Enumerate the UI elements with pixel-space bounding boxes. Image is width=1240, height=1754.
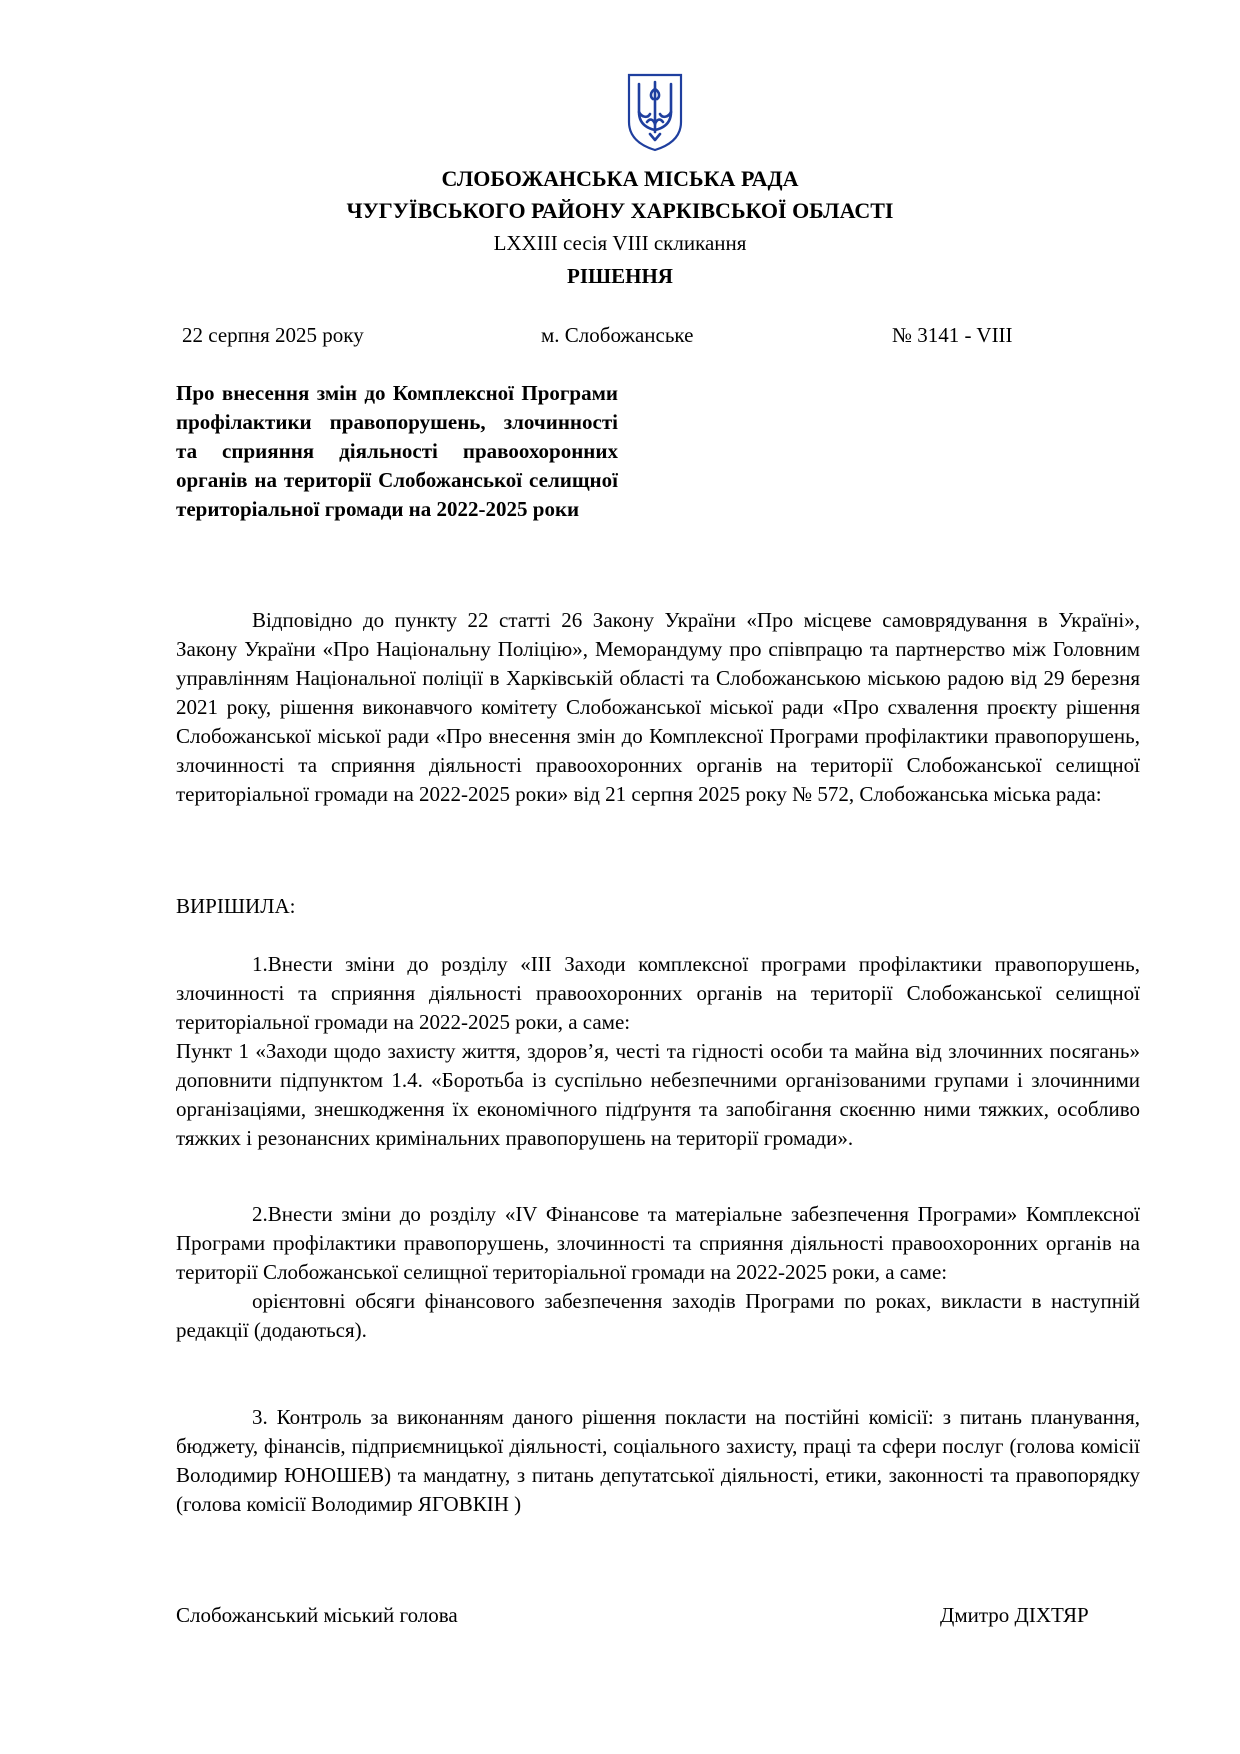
signatory-name: Дмитро ДІХТЯР (940, 1603, 1089, 1627)
council-name: СЛОБОЖАНСЬКА МІСЬКА РАДА (441, 166, 799, 191)
session-line: LXXIII сесія VIII скликання (493, 231, 747, 255)
item-1-intro: 1.Внести зміни до розділу «ІІІ Заходи комплексної програми профілактики правопорушень, злочинності та сприяння діяльності правоохоронних органів на території Слобожанської селищної територіальної громади на 2022-2025 роки, а саме: (176, 952, 1140, 1034)
legal-basis-paragraph: Відповідно до пункту 22 статті 26 Закону України «Про місцеве самоврядування в Україні», Закону України «Про Національну Поліцію», Меморандуму про співпрацю та партнерство між Головним управлінням Національної поліції в Харківській області та Слобожанською міською радою від 29 березня 2021 року, рішення виконавчого комітету Слобожанської міської ради «Про схвалення проєкту рішення Слобожанської міської ради «Про внесення змін до Комплексної Програми профілактики правопорушень, злочинності та сприяння діяльності правоохоронних органів на території Слобожанської селищної територіальної громади на 2022-2025 роки» від 21 серпня 2025 року № 572, Слобожанська міська рада: (176, 608, 1140, 806)
item-2-intro: 2.Внести зміни до розділу «ІV Фінансове та матеріальне забезпечення Програми» Комплексної Програми профілактики правопорушень, злочинності та сприяння діяльності правоохоронних органів на території Слобожанської селищної територіальної громади на 2022-2025 роки, а саме: (176, 1202, 1140, 1284)
item-2 (176, 1200, 1140, 1345)
document-type-title: РІШЕННЯ (567, 264, 673, 288)
decision-subject: Про внесення змін до Комплексної Програми профілактики правопорушень, злочинності та сприяння діяльності правоохоронних органів на території Слобожанської селищної територіальної громади на 2022-2025 роки (176, 381, 618, 521)
item-1 (176, 950, 1140, 1153)
item-3: 3. Контроль за виконанням даного рішення покласти на постійні комісії: з питань планування, бюджету, фінансів, підприємницької діяльності, соціального захисту, праці та сфери послуг (голова комісії Володимир ЮНОШЕВ) та мандатну, з питань депутатської діяльності, етики, законності та правопорядку (голова комісії Володимир ЯГОВКІН ) (176, 1405, 1140, 1516)
resolved-heading: ВИРІШИЛА: (176, 894, 296, 918)
decision-place: м. Слобожанське (541, 323, 694, 347)
tryzub-coat-of-arms-icon (626, 72, 684, 152)
decision-date: 22 серпня 2025 року (182, 323, 364, 347)
district-region-line: ЧУГУЇВСЬКОГО РАЙОНУ ХАРКІВСЬКОЇ ОБЛАСТІ (346, 198, 894, 223)
signatory-role: Слобожанський міський голова (176, 1603, 458, 1627)
item-2-detail: орієнтовні обсяги фінансового забезпечення заходів Програми по роках, викласти в наступній редакції (додаються). (176, 1289, 1140, 1342)
item-1-detail: Пункт 1 «Заходи щодо захисту життя, здоров’я, честі та гідності особи та майна від злочинних посягань» доповнити підпунктом 1.4. «Боротьба із суспільно небезпечними організованими групами і злочинними організаціями, знешкодження їх економічного підґрунтя та запобігання скоєнню ними тяжких, особливо тяжких і резонансних кримінальних правопорушень на території громади». (176, 1039, 1140, 1150)
decision-number: № 3141 - VIII (892, 323, 1013, 347)
